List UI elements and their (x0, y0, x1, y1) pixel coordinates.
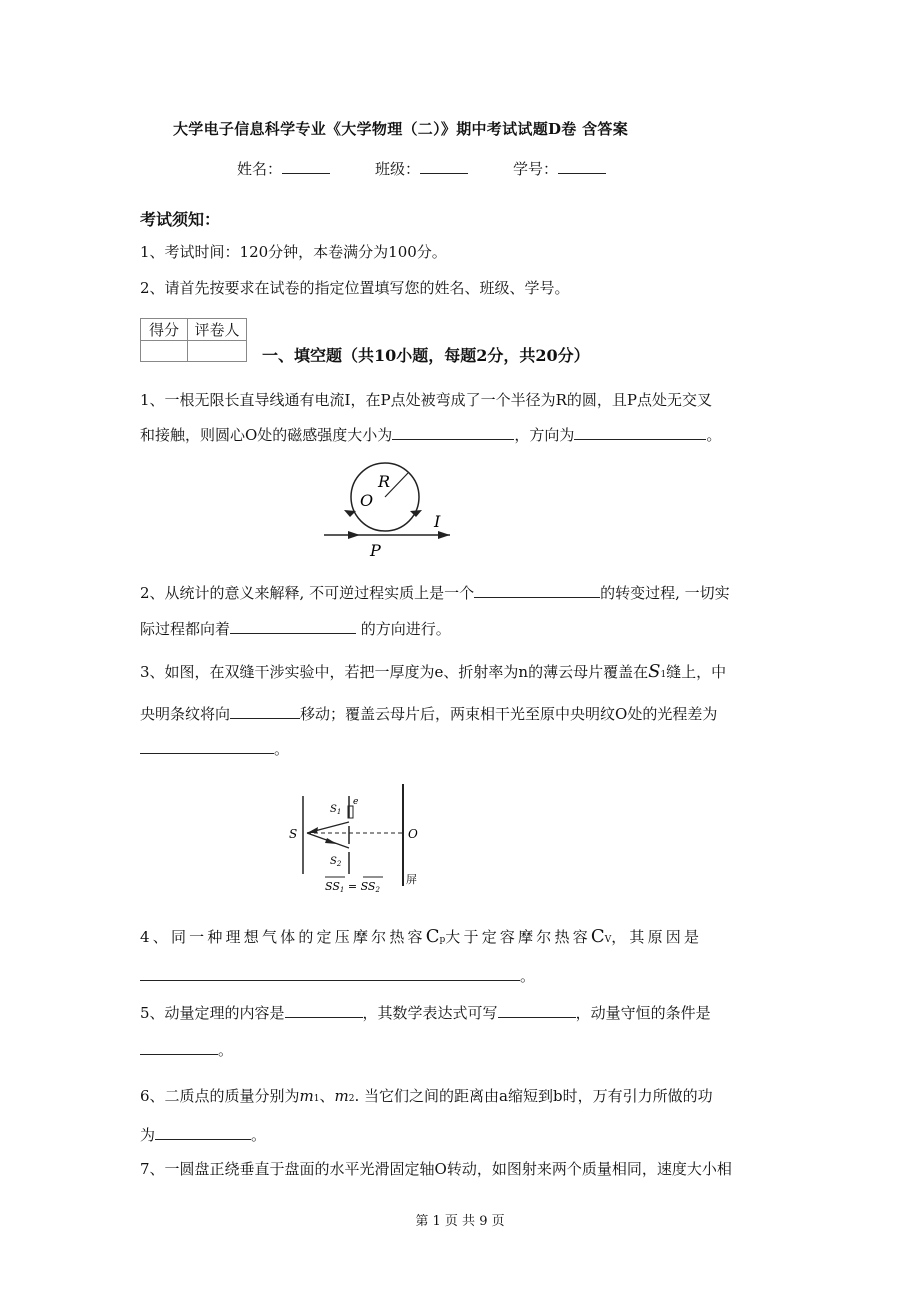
q2-blank-2[interactable] (230, 619, 356, 634)
q6-line-1: 6、二质点的质量分别为m1、m2. 当它们之间的距离由a缩短到b时，万有引力所做的功 (140, 1087, 713, 1105)
q3-line-1: 3、如图，在双缝干涉实验中，若把一厚度为e、折射率为n的薄云母片覆盖在S1缝上，中 (140, 661, 727, 682)
page-title: 大学电子信息科学专业《大学物理（二）》期中考试试题D卷 含答案 (173, 120, 629, 138)
q3-fig-equation: SS1 = SS2 (325, 880, 380, 894)
q5-blank-3[interactable] (140, 1040, 218, 1055)
grader-header: 评卷人 (188, 319, 247, 341)
q3-fig-label-S1: $S_1$ (330, 804, 342, 816)
section-1-title: 一、填空题（共10小题，每题2分，共20分） (262, 346, 590, 365)
notice-item-2: 2、请首先按要求在试卷的指定位置填写您的姓名、班级、学号。 (140, 279, 570, 297)
q4-line-1: 4、同一种理想气体的定压摩尔热容Cp大于定容摩尔热容CV，其原因是 (140, 926, 703, 947)
q7-line-1: 7、一圆盘正绕垂直于盘面的水平光滑固定轴O转动，如图射来两个质量相同，速度大小相 (140, 1160, 732, 1178)
q1-fig-label-R: R (378, 472, 391, 491)
score-table (140, 318, 247, 362)
name-blank[interactable] (282, 159, 330, 174)
q6-m2-symbol: m2 (334, 1087, 355, 1105)
q1-line-2: 和接触，则圆心O处的磁感强度大小为 ，方向为 。 (140, 426, 722, 444)
q1-figure (320, 455, 460, 565)
name-label: 姓名： (237, 160, 283, 178)
q4-blank[interactable] (140, 966, 520, 981)
notice-item-1: 1、考试时间：120分钟，本卷满分为100分。 (140, 243, 447, 261)
score-header: 得分 (141, 319, 188, 341)
q6-m1-symbol: m1 (299, 1087, 320, 1105)
q1-fig-label-O: O (360, 491, 374, 510)
q3-s1-symbol: S1 (648, 661, 667, 682)
q1-blank-2[interactable] (574, 425, 706, 440)
id-blank[interactable] (558, 159, 606, 174)
q5-blank-2[interactable] (498, 1003, 576, 1018)
q3-fig-label-S2: $S_2$ (330, 856, 342, 868)
q3-fig-label-screen: 屏 (406, 873, 417, 886)
q1-fig-label-P: P (370, 541, 381, 560)
name-field-group (237, 158, 330, 179)
id-field-group (513, 158, 606, 179)
score-cell[interactable] (141, 341, 188, 362)
q4-line-2: 。 (140, 965, 535, 986)
class-field-group (375, 158, 468, 179)
q4-cp-symbol: Cp (425, 926, 446, 947)
q3-fig-label-O: O (408, 827, 418, 841)
q5-line-2: 。 (140, 1039, 233, 1060)
class-label: 班级： (375, 160, 421, 178)
notice-heading: 考试须知： (140, 210, 221, 229)
q3-figure (285, 782, 435, 896)
q2-blank-1[interactable] (474, 583, 600, 598)
q5-line-1: 5、动量定理的内容是 ，其数学表达式可写 ，动量守恒的条件是 (140, 1004, 711, 1022)
q3-blank-1[interactable] (230, 704, 300, 719)
q5-blank-1[interactable] (285, 1003, 363, 1018)
q1-blank-1[interactable] (392, 425, 514, 440)
q6-blank[interactable] (155, 1125, 251, 1140)
class-blank[interactable] (420, 159, 468, 174)
q3-blank-2[interactable] (140, 739, 274, 754)
q3-line-3: 。 (140, 738, 289, 759)
q3-fig-label-e: e (353, 797, 359, 807)
q2-line-2: 际过程都向着 的方向进行。 (140, 620, 451, 638)
page-number: 第 1 页 共 9 页 (415, 1214, 505, 1229)
grader-cell[interactable] (188, 341, 247, 362)
id-label: 学号： (513, 160, 559, 178)
q2-line-1: 2、从统计的意义来解释, 不可逆过程实质上是一个 的转变过程, 一切实 (140, 584, 730, 602)
q4-cv-symbol: CV (590, 926, 612, 947)
q1-fig-label-I: I (434, 512, 441, 531)
q1-line-1: 1、一根无限长直导线通有电流I，在P点处被弯成了一个半径为R的圆，且P点处无交叉 (140, 391, 712, 409)
q3-fig-label-S: S (289, 827, 298, 841)
q6-line-2: 为 。 (140, 1126, 267, 1144)
q3-line-2: 央明条纹将向 移动；覆盖云母片后，两束相干光至原中央明纹O处的光程差为 (140, 705, 718, 723)
